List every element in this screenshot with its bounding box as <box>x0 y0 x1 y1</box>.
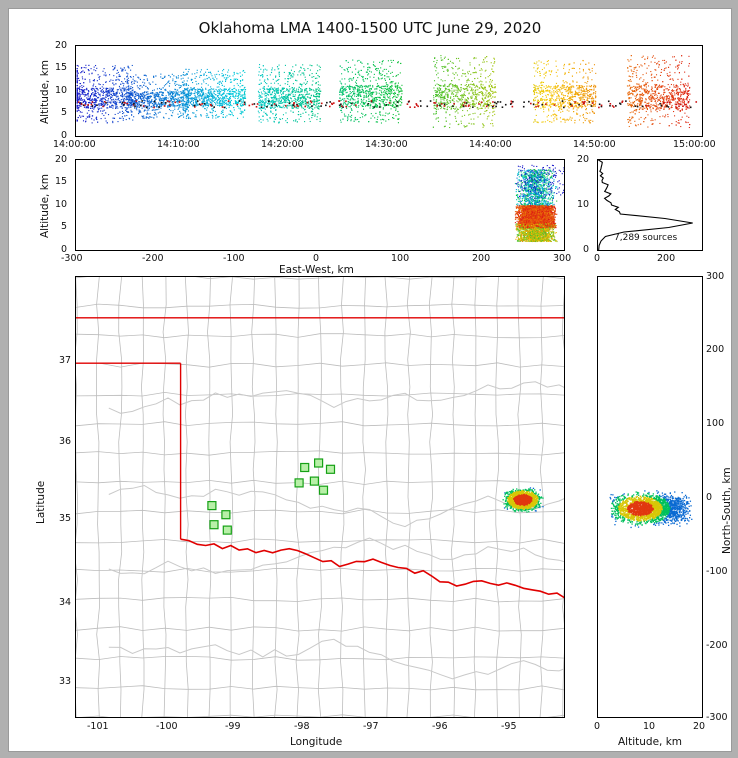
tick-y: -100 <box>706 566 728 577</box>
page-title: Oklahoma LMA 1400-1500 UTC June 29, 2020 <box>198 19 542 37</box>
tick-y: 5 <box>61 221 68 232</box>
tick-x: 14:30:00 <box>365 139 408 150</box>
tick-x: 10 <box>643 721 656 732</box>
tick-y: 0 <box>61 244 68 255</box>
north-south-altitude-panel <box>597 276 703 718</box>
tick-y: 36 <box>59 436 72 447</box>
tick-x: 0 <box>313 253 320 264</box>
tick-y: 5 <box>61 107 68 118</box>
tick-x: -100 <box>156 721 178 732</box>
tick-y: 0 <box>583 244 590 255</box>
tick-y: 0 <box>61 130 68 141</box>
east-west-height-panel <box>75 159 565 251</box>
tick-x: -300 <box>61 253 83 264</box>
tick-x: -95 <box>501 721 517 732</box>
tick-y: 20 <box>55 154 68 165</box>
map-xlabel: Longitude <box>290 736 343 748</box>
tick-x: 0 <box>594 253 601 264</box>
map-panel <box>75 276 565 718</box>
tick-x: 15:00:00 <box>673 139 716 150</box>
tick-y: 0 <box>706 492 713 503</box>
tick-y: 33 <box>59 676 72 687</box>
tick-x: 14:20:00 <box>261 139 304 150</box>
tick-y: 200 <box>706 344 725 355</box>
tick-x: -101 <box>87 721 109 732</box>
tick-x: 200 <box>472 253 491 264</box>
tick-x: -200 <box>142 253 164 264</box>
tick-x: 0 <box>594 721 601 732</box>
tick-y: 34 <box>59 597 72 608</box>
tick-x: 14:40:00 <box>469 139 512 150</box>
tick-x: 20 <box>693 721 706 732</box>
north-south-ylabel: North-South, km <box>721 467 733 554</box>
tick-x: -96 <box>432 721 448 732</box>
tick-y: 10 <box>55 85 68 96</box>
tick-y: 37 <box>59 355 72 366</box>
tick-y: -200 <box>706 640 728 651</box>
time-height-ylabel: Altitude, km <box>39 59 51 124</box>
tick-y: 300 <box>706 271 725 282</box>
tick-x: 14:00:00 <box>53 139 96 150</box>
tick-y: 10 <box>55 199 68 210</box>
tick-y: -300 <box>706 712 728 723</box>
tick-x: -100 <box>223 253 245 264</box>
tick-y: 15 <box>55 62 68 73</box>
tick-x: 14:10:00 <box>157 139 200 150</box>
tick-y: 100 <box>706 418 725 429</box>
tick-x: 300 <box>553 253 572 264</box>
tick-y: 20 <box>55 40 68 51</box>
tick-y: 10 <box>577 199 590 210</box>
tick-x: 100 <box>391 253 410 264</box>
tick-x: -97 <box>363 721 379 732</box>
tick-x: -99 <box>225 721 241 732</box>
source-count-label: 7,289 sources <box>614 233 678 243</box>
map-ylabel: Latitude <box>35 480 47 524</box>
tick-x: -98 <box>294 721 310 732</box>
north-south-xlabel: Altitude, km <box>618 736 683 748</box>
tick-y: 35 <box>59 513 72 524</box>
east-west-ylabel: Altitude, km <box>39 173 51 238</box>
tick-x: 14:50:00 <box>573 139 616 150</box>
tick-y: 20 <box>577 154 590 165</box>
east-west-xlabel: East-West, km <box>279 264 354 276</box>
tick-y: 15 <box>55 176 68 187</box>
figure-canvas <box>8 8 732 752</box>
tick-x: 200 <box>657 253 676 264</box>
time-height-panel <box>75 45 703 137</box>
